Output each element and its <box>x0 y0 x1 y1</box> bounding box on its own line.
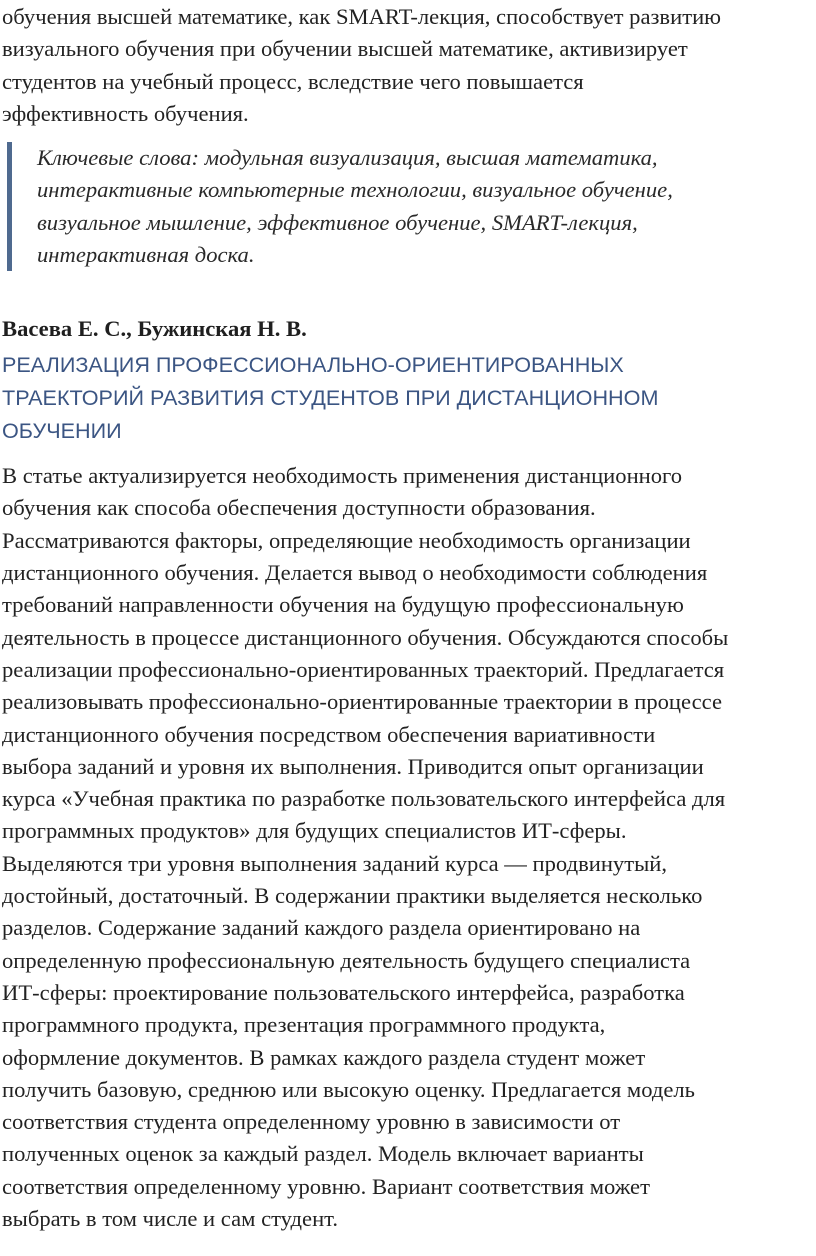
article-title: РЕАЛИЗАЦИЯ ПРОФЕССИОНАЛЬНО-ОРИЕНТИРОВАННЫХ ТРАЕКТОРИЙ РАЗВИТИЯ СТУДЕНТОВ ПРИ ДИСТАНЦИОННОМ ОБУЧЕНИИ <box>2 352 659 443</box>
article-authors: Васева Е. С., Бужинская Н. В. <box>2 316 307 342</box>
keywords-blockquote: Ключевые слова: модульная визуализация, высшая математика, интерактивные компьютерные технологии, визуальное обучение, визуальное мышление, эффективное обучение, SMART-лекция, интерактивная доска. <box>7 142 816 271</box>
intro-paragraph: обучения высшей математике, как SMART-лекция, способствует развитию визуального обучения при обучении высшей математике, активизирует студентов на учебный процесс, вследствие чего повышается эффективность обучения. <box>2 4 722 126</box>
article-abstract: В статье актуализируется необходимость применения дистанционного обучения как способа обеспечения доступности образования. Рассматриваются факторы, определяющие необходимость организации дистанционного обучения. Делается вывод о необходимости соблюдения требований направленности обучения на будущую профессиональную деятельность в процессе дистанционного обучения. Обсуждаются способы реализации профессионально-ориентированных траекторий. Предлагается реализовывать профессионально-ориентированные траектории в процессе дистанционного обучения посредством обеспечения вариативности выбора заданий и уровня их выполнения. Приводится опыт организации курса «Учебная практика по разработке пользовательского интерфейса для программных продуктов» для будущих специалистов ИТ-сферы. Выделяются три уровня выполнения заданий курса — продвинутый, достойный, достаточный. В содержании практики выделяется несколько разделов. Содержание заданий каждого раздела ориентировано на определенную профессиональную деятельность будущего специалиста ИТ-сферы: проектирование пользовательского интерфейса, разработка программного продукта, презентация программного продукта, оформление документов. В рамках каждого раздела студент может получить базовую, среднюю или высокую оценку. Предлагается модель соответствия студента определенному уровню в зависимости от полученных оценок за каждый раздел. Модель включает варианты соответствия определенному уровню. Вариант соответствия может выбрать в том числе и сам студент. <box>2 463 729 1231</box>
